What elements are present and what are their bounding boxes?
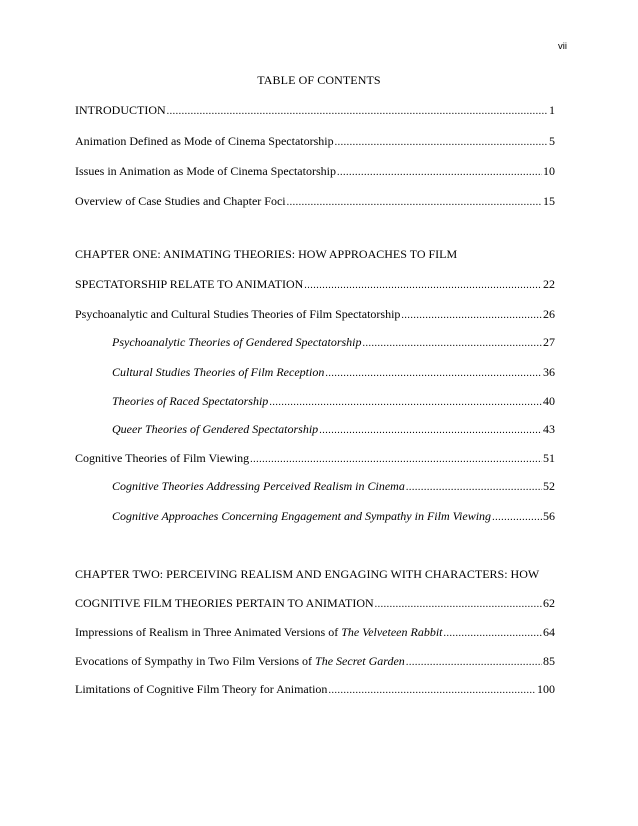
toc-entry-label: Psychoanalytic and Cultural Studies Theories of Film Spectatorship bbox=[75, 307, 401, 321]
toc-entry-page: 52 bbox=[543, 479, 555, 493]
toc-entry-label: Cultural Studies Theories of Film Reception bbox=[112, 365, 325, 379]
dot-leader bbox=[325, 364, 542, 382]
dot-leader bbox=[443, 624, 542, 642]
dot-leader bbox=[337, 163, 542, 181]
toc-entry-issues[interactable] bbox=[75, 163, 555, 181]
toc-entry-page: 36 bbox=[543, 365, 555, 379]
dot-leader bbox=[304, 276, 542, 294]
toc-entry-psychoanalytic-gendered[interactable] bbox=[112, 334, 555, 352]
toc-entry-page: 85 bbox=[543, 654, 555, 668]
toc-entry-page: 62 bbox=[543, 596, 555, 610]
toc-entry-label: COGNITIVE FILM THEORIES PERTAIN TO ANIMATION bbox=[75, 596, 374, 610]
dot-leader bbox=[250, 450, 542, 468]
toc-entry-page: 22 bbox=[543, 277, 555, 291]
dot-leader bbox=[406, 478, 542, 496]
toc-entry-introduction[interactable] bbox=[75, 102, 555, 120]
toc-entry-label: Cognitive Theories of Film Viewing bbox=[75, 451, 250, 465]
toc-entry-raced-spectatorship[interactable] bbox=[112, 393, 555, 411]
toc-entry-impressions-realism[interactable] bbox=[75, 624, 555, 642]
label-text: Evocations of Sympathy in Two Film Versions of bbox=[75, 654, 316, 668]
toc-entry-cognitive-realism[interactable] bbox=[112, 478, 555, 496]
toc-title: TABLE OF CONTENTS bbox=[257, 73, 381, 87]
label-text: Impressions of Realism in Three Animated Versions of bbox=[75, 625, 342, 639]
chapter-one-heading: CHAPTER ONE: ANIMATING THEORIES: HOW APPROACHES TO FILM bbox=[75, 247, 458, 261]
toc-entry-label: Overview of Case Studies and Chapter Foci bbox=[75, 194, 286, 208]
toc-entry-page: 43 bbox=[543, 422, 555, 436]
dot-leader bbox=[269, 393, 542, 411]
toc-entry-page: 40 bbox=[543, 394, 555, 408]
toc-entry-cultural-reception[interactable] bbox=[112, 364, 555, 382]
dot-leader bbox=[319, 421, 542, 439]
toc-entry-cognitive-theories[interactable] bbox=[75, 450, 555, 468]
page-number: vii bbox=[558, 41, 567, 52]
film-title: The Secret Garden bbox=[315, 654, 405, 668]
dot-leader bbox=[287, 193, 542, 211]
toc-entry-page: 27 bbox=[543, 335, 555, 349]
toc-entry-page: 51 bbox=[543, 451, 555, 465]
toc-entry-label: Theories of Raced Spectatorship bbox=[112, 394, 269, 408]
toc-entry-label: Animation Defined as Mode of Cinema Spectatorship bbox=[75, 134, 334, 148]
toc-entry-label: INTRODUCTION bbox=[75, 103, 166, 117]
toc-entry-page: 64 bbox=[543, 625, 555, 639]
toc-entry-evocations-sympathy[interactable] bbox=[75, 653, 555, 671]
dot-leader bbox=[401, 306, 542, 324]
toc-entry-page: 1 bbox=[549, 103, 555, 117]
dot-leader bbox=[363, 334, 542, 352]
toc-entry-label: Limitations of Cognitive Film Theory for Animation bbox=[75, 682, 328, 696]
toc-entry-page: 100 bbox=[537, 682, 555, 696]
toc-entry-label: SPECTATORSHIP RELATE TO ANIMATION bbox=[75, 277, 304, 291]
toc-entry-page: 56 bbox=[543, 509, 555, 523]
toc-entry-limitations[interactable] bbox=[75, 681, 555, 699]
dot-leader bbox=[492, 508, 542, 526]
toc-entry-label: Queer Theories of Gendered Spectatorship bbox=[112, 422, 319, 436]
toc-entry-label bbox=[75, 653, 405, 669]
toc-entry-label: Cognitive Approaches Concerning Engagement and Sympathy in Film Viewing bbox=[112, 509, 492, 523]
dot-leader bbox=[167, 102, 548, 120]
toc-entry-page: 5 bbox=[549, 134, 555, 148]
toc-entry-page: 10 bbox=[543, 164, 555, 178]
toc-entry-animation-defined[interactable] bbox=[75, 133, 555, 151]
toc-entry-label bbox=[75, 624, 442, 640]
toc-entry-chapter-two[interactable] bbox=[75, 595, 555, 613]
dot-leader bbox=[328, 681, 536, 699]
dot-leader bbox=[406, 653, 542, 671]
chapter-two-heading: CHAPTER TWO: PERCEIVING REALISM AND ENGAGING WITH CHARACTERS: HOW bbox=[75, 567, 540, 581]
dot-leader bbox=[375, 595, 542, 613]
toc-entry-label: Psychoanalytic Theories of Gendered Spectatorship bbox=[112, 335, 362, 349]
toc-entry-chapter-one[interactable] bbox=[75, 276, 555, 294]
toc-entry-cognitive-engagement[interactable] bbox=[112, 508, 555, 526]
toc-entry-label: Cognitive Theories Addressing Perceived Realism in Cinema bbox=[112, 479, 405, 493]
toc-entry-page: 15 bbox=[543, 194, 555, 208]
dot-leader bbox=[335, 133, 548, 151]
toc-entry-queer-theories[interactable] bbox=[112, 421, 555, 439]
toc-entry-page: 26 bbox=[543, 307, 555, 321]
toc-entry-psychoanalytic-cultural[interactable] bbox=[75, 306, 555, 324]
film-title: The Velveteen Rabbit bbox=[341, 625, 443, 639]
toc-entry-label: Issues in Animation as Mode of Cinema Spectatorship bbox=[75, 164, 336, 178]
toc-entry-overview[interactable] bbox=[75, 193, 555, 211]
